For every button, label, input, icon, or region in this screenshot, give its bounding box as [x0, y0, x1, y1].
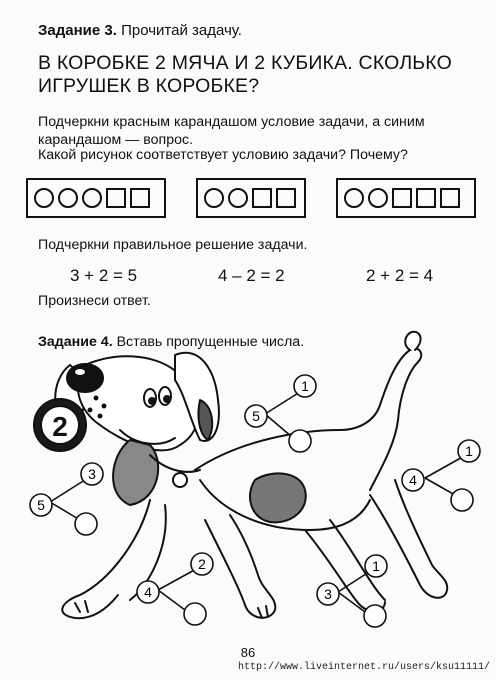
- diagram-3-left: 4: [409, 472, 417, 488]
- diagram-2-top: 3: [88, 466, 96, 482]
- task3-say-answer: Произнеси ответ.: [38, 293, 151, 309]
- diagram-1-left: 5: [252, 408, 260, 424]
- equation-option-1[interactable]: 3 + 2 = 5: [70, 266, 138, 285]
- task3-heading: Задание 3.: [38, 22, 117, 39]
- page-number: 86: [240, 645, 256, 660]
- answer-slot-1[interactable]: [289, 430, 311, 452]
- diagram-3-top: 1: [465, 443, 473, 459]
- collar-number: 2: [52, 411, 68, 442]
- task3-underline-instruction: Подчеркни красным карандашом условие задачи, а синим карандашом — вопрос.: [38, 114, 425, 148]
- answer-slot-2[interactable]: [75, 513, 97, 535]
- diagram-4-left: 4: [144, 584, 152, 600]
- source-url[interactable]: http://www.liveinternet.ru/users/ksu11111/: [237, 662, 490, 673]
- diagram-4-top: 2: [198, 556, 206, 572]
- answer-slot-3[interactable]: [451, 489, 473, 511]
- answer-slot-5[interactable]: [364, 605, 386, 627]
- diagram-1-top: 1: [301, 378, 309, 394]
- diagram-5-top: 1: [372, 558, 380, 574]
- equation-option-2[interactable]: 4 – 2 = 2: [218, 266, 285, 285]
- answer-slot-4[interactable]: [184, 603, 206, 625]
- task3-instruction: Прочитай задачу.: [121, 22, 242, 39]
- task3-underline-solution: Подчеркни правильное решение задачи.: [38, 237, 308, 253]
- task4-instruction: Вставь пропущенные числа.: [116, 334, 305, 350]
- diagram-2-left: 5: [37, 497, 45, 513]
- task3-question: Какой рисунок соответствует условию задачи? Почему?: [38, 147, 408, 163]
- diagram-5-left: 3: [324, 586, 332, 602]
- equation-option-3[interactable]: 2 + 2 = 4: [366, 266, 434, 285]
- task3-problem: В КОРОБКЕ 2 МЯЧА И 2 КУБИКА. СКОЛЬКО ИГРУШЕК В КОРОБКЕ?: [38, 52, 453, 97]
- task4-heading: Задание 4.: [38, 334, 113, 350]
